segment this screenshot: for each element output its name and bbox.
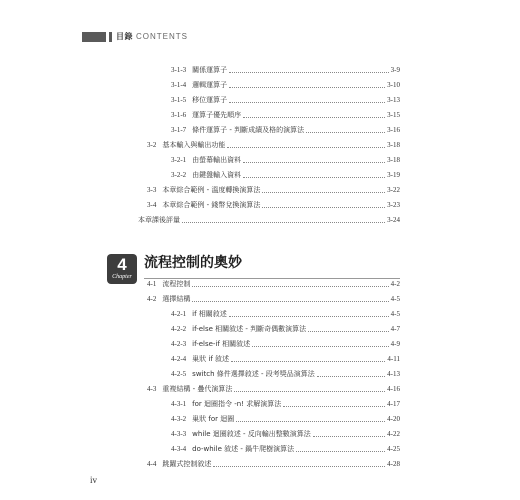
header-bar-small	[109, 32, 112, 42]
toc-entry	[138, 211, 400, 225]
toc-entry-page: 4-22	[387, 430, 400, 438]
toc-entry-title: 重複結構 - 疊代演算法	[162, 385, 233, 393]
header-bar	[82, 32, 106, 42]
toc-leader-dots	[231, 360, 385, 362]
toc-entry-page: 4-28	[387, 460, 400, 468]
toc-leader-dots	[182, 221, 385, 223]
toc-entry	[147, 196, 400, 210]
toc-entry-page: 4-16	[387, 385, 400, 393]
toc-entry-title: 運算子優先順序	[192, 111, 242, 119]
toc-entry-number: 3-4	[147, 201, 157, 209]
toc-leader-dots	[229, 86, 385, 88]
toc-leader-dots	[306, 131, 385, 133]
toc-entry-number: 4-2-1	[171, 310, 187, 318]
toc-entry-page: 3-13	[387, 96, 400, 104]
toc-entry-page: 3-19	[387, 171, 400, 179]
toc-leader-dots	[192, 285, 388, 287]
toc-entry-title: 由螢幕輸出資料	[192, 156, 242, 164]
chapter-number: 4	[117, 255, 127, 274]
toc-leader-dots	[262, 206, 385, 208]
toc-entry	[171, 91, 400, 105]
toc-entry-title: for 迴圈指令 -n! 求解演算法	[192, 400, 282, 408]
toc-entry	[171, 365, 400, 379]
toc-leader-dots	[227, 146, 385, 148]
toc-leader-dots	[213, 465, 385, 467]
toc-entry	[147, 455, 400, 469]
toc-entry-number: 3-2-1	[171, 156, 187, 164]
toc-entry-page: 4-5	[390, 295, 400, 303]
header-title: 目錄	[116, 32, 133, 41]
toc-entry	[147, 181, 400, 195]
toc-leader-dots	[229, 71, 388, 73]
toc-entry-title: 邏輯運算子	[192, 81, 228, 89]
toc-leader-dots	[229, 315, 389, 317]
toc-entry-number: 3-1-6	[171, 111, 187, 119]
toc-entry-number: 3-1-4	[171, 81, 187, 89]
toc-entry-number: 4-2	[147, 295, 157, 303]
toc-entry-title: 關係運算子	[192, 66, 228, 74]
toc-leader-dots	[236, 420, 385, 422]
toc-entry-number: 3-2	[147, 141, 157, 149]
toc-leader-dots	[283, 405, 385, 407]
toc-entry-number: 4-2-3	[171, 340, 187, 348]
toc-entry-page: 3-18	[387, 156, 400, 164]
toc-entry-title: if-else-if 相關敘述	[192, 340, 251, 348]
toc-entry-number: 4-3-4	[171, 445, 187, 453]
toc-leader-dots	[243, 116, 385, 118]
toc-entry-page: 4-25	[387, 445, 400, 453]
toc-entry	[171, 395, 400, 409]
toc-entry-title: 條件運算子 - 判斷成績及格的演算法	[192, 126, 305, 134]
toc-entry-title: 流程控制	[162, 280, 191, 288]
toc-entry-page: 3-24	[387, 216, 400, 224]
toc-entry	[171, 440, 400, 454]
toc-entry-number: 4-1	[147, 280, 157, 288]
toc-entry-page: 4-5	[390, 310, 400, 318]
toc-entry-page: 4-13	[387, 370, 400, 378]
toc-entry-page: 3-23	[387, 201, 400, 209]
toc-entry-number: 4-4	[147, 460, 157, 468]
chapter-badge	[107, 254, 137, 284]
chapter-word: Chapter	[112, 274, 132, 280]
toc-entry	[147, 275, 400, 289]
toc-entry-title: 選擇結構	[162, 295, 191, 303]
toc-leader-dots	[229, 101, 385, 103]
toc-entry-number: 4-2-4	[171, 355, 187, 363]
toc-entry-title: 本章課後評量	[138, 216, 180, 224]
toc-entry-title: if 相關敘述	[192, 310, 227, 318]
toc-entry	[171, 106, 400, 120]
toc-leader-dots	[243, 176, 385, 178]
toc-entry	[147, 136, 400, 150]
page-number: iv	[90, 475, 98, 485]
toc-leader-dots	[243, 161, 385, 163]
toc-leader-dots	[296, 450, 385, 452]
toc-entry-number: 3-3	[147, 186, 157, 194]
toc-header	[82, 31, 188, 42]
toc-entry-page: 3-16	[387, 126, 400, 134]
toc-entry	[171, 121, 400, 135]
toc-entry-number: 4-3-1	[171, 400, 187, 408]
toc-entry-page: 4-20	[387, 415, 400, 423]
toc-leader-dots	[252, 345, 389, 347]
toc-entry-title: 基本輸入與輸出功能	[162, 141, 226, 149]
toc-entry-number: 4-3-3	[171, 430, 187, 438]
toc-entry	[171, 410, 400, 424]
toc-entry-number: 4-3	[147, 385, 157, 393]
toc-entry	[171, 61, 400, 75]
toc-entry	[171, 335, 400, 349]
toc-entry-number: 3-2-2	[171, 171, 187, 179]
toc-leader-dots	[313, 435, 385, 437]
toc-leader-dots	[192, 300, 388, 302]
chapter-title: 流程控制的奧妙	[144, 255, 242, 271]
toc-entry	[171, 350, 400, 364]
toc-entry-number: 4-2-2	[171, 325, 187, 333]
toc-entry	[171, 166, 400, 180]
toc-entry-page: 4-7	[390, 325, 400, 333]
toc-entry	[171, 425, 400, 439]
toc-entry-title: 跳躍式控制敘述	[162, 460, 212, 468]
toc-entry-title: if-else 相關敘述 - 判斷奇偶數演算法	[192, 325, 307, 333]
toc-entry-page: 3-9	[390, 66, 400, 74]
toc-entry-page: 4-11	[387, 355, 400, 363]
toc-entry-title: 移位運算子	[192, 96, 228, 104]
toc-entry-page: 3-18	[387, 141, 400, 149]
toc-entry	[147, 380, 400, 394]
toc-entry-page: 4-9	[390, 340, 400, 348]
toc-entry	[171, 76, 400, 90]
toc-entry-page: 3-22	[387, 186, 400, 194]
toc-entry	[171, 320, 400, 334]
toc-leader-dots	[317, 375, 385, 377]
toc-leader-dots	[308, 330, 389, 332]
toc-entry-title: 由鍵盤輸入資料	[192, 171, 242, 179]
toc-entry-page: 3-10	[387, 81, 400, 89]
toc-entry-title: 巢狀 if 敘述	[192, 355, 230, 363]
toc-entry	[171, 305, 400, 319]
toc-entry-page: 4-2	[390, 280, 400, 288]
toc-entry-title: 本章綜合範例 - 錢幣兌換演算法	[162, 201, 261, 209]
toc-entry-title: 巢狀 for 迴圈	[192, 415, 235, 423]
toc-entry-number: 3-1-5	[171, 96, 187, 104]
toc-entry-number: 4-3-2	[171, 415, 187, 423]
header-subtitle: CONTENTS	[136, 32, 188, 41]
toc-entry-number: 3-1-3	[171, 66, 187, 74]
toc-entry	[147, 290, 400, 304]
toc-entry-title: while 迴圈敘述 - 反向輸出整數演算法	[192, 430, 311, 438]
toc-entry-number: 4-2-5	[171, 370, 187, 378]
toc-entry-title: switch 條件選擇敘述 - 段考獎品演算法	[192, 370, 315, 378]
toc-leader-dots	[262, 191, 385, 193]
toc-entry-page: 4-17	[387, 400, 400, 408]
toc-leader-dots	[234, 390, 385, 392]
toc-entry-number: 3-1-7	[171, 126, 187, 134]
toc-entry	[171, 151, 400, 165]
toc-entry-page: 3-15	[387, 111, 400, 119]
toc-entry-title: do-while 敘述 - 鍋牛爬樹演算法	[192, 445, 295, 453]
toc-entry-title: 本章綜合範例 - 溫度轉換演算法	[162, 186, 261, 194]
